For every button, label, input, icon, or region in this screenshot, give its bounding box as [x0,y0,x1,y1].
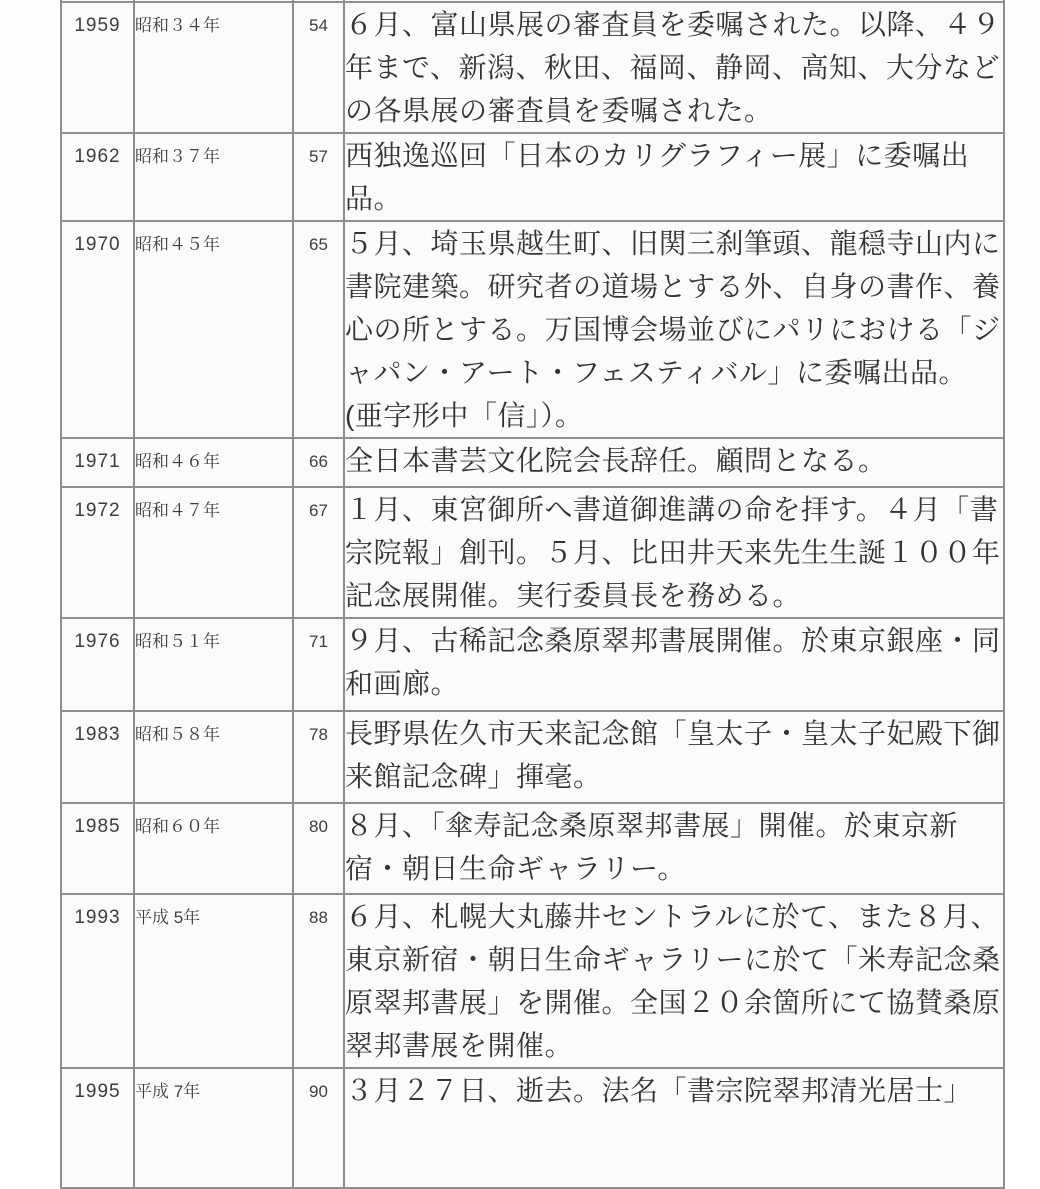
year-cell: 1972 [61,487,134,618]
chronology-table [60,0,1005,1189]
era-cell: 昭和３７年 [134,133,293,221]
year-cell: 1976 [61,618,134,711]
description-cell: 長野県佐久市天来記念館「皇太子・皇太子妃殿下御来館記念碑」揮毫。 [344,711,1004,803]
age-cell: 80 [293,803,344,894]
age-cell: 65 [293,221,344,438]
table-row [61,618,1004,711]
year-cell: 1983 [61,711,134,803]
year-cell: 1970 [61,221,134,438]
year-cell: 1993 [61,894,134,1068]
era-cell: 昭和５８年 [134,711,293,803]
description-cell: ５月、埼玉県越生町、旧関三刹筆頭、龍穏寺山内に書院建築。研究者の道場とする外、自身の書作、養心の所とする。万国博会場並びにパリにおける「ジャパン・アート・フェスティバル」に委嘱出品。(亜字形中「信」）。 [344,221,1004,438]
table-row [61,487,1004,618]
year-cell: 1971 [61,438,134,487]
description-cell: 西独逸巡回「日本のカリグラフィー展」に委嘱出品。 [344,133,1004,221]
year-cell: 1962 [61,133,134,221]
age-cell: 90 [293,1068,344,1188]
table-row [61,2,1004,133]
age-cell: 57 [293,133,344,221]
era-cell: 昭和４５年 [134,221,293,438]
year-cell: 1985 [61,803,134,894]
description-cell: ９月、古稀記念桑原翠邦書展開催。於東京銀座・同和画廊。 [344,618,1004,711]
age-cell: 54 [293,2,344,133]
description-cell: 全日本書芸文化院会長辞任。顧問となる。 [344,438,1004,487]
table-row [61,221,1004,438]
year-cell: 1959 [61,2,134,133]
era-cell: 昭和４７年 [134,487,293,618]
age-cell: 66 [293,438,344,487]
era-cell: 平成 5年 [134,894,293,1068]
age-cell: 88 [293,894,344,1068]
table-row [61,1068,1004,1188]
description-cell: ８月、「傘寿記念桑原翠邦書展」開催。於東京新宿・朝日生命ギャラリー。 [344,803,1004,894]
age-cell: 78 [293,711,344,803]
age-cell: 71 [293,618,344,711]
description-cell: ３月２７日、逝去。法名「書宗院翠邦清光居士」 [344,1068,1004,1188]
description-cell: ６月、富山県展の審査員を委嘱された。以降、４９年まで、新潟、秋田、福岡、静岡、高知、大分などの各県展の審査員を委嘱された。 [344,2,1004,133]
description-cell: １月、東宮御所へ書道御進講の命を拝す。４月「書宗院報」創刊。５月、比田井天来先生生誕１００年記念展開催。実行委員長を務める。 [344,487,1004,618]
era-cell: 昭和６０年 [134,803,293,894]
era-cell: 平成 7年 [134,1068,293,1188]
table-row [61,894,1004,1068]
table-row [61,438,1004,487]
table-row [61,133,1004,221]
description-cell: ６月、札幌大丸藤井セントラルに於て、また８月、東京新宿・朝日生命ギャラリーに於て「米寿記念桑原翠邦書展」を開催。全国２０余箇所にて協賛桑原翠邦書展を開催。 [344,894,1004,1068]
age-cell: 67 [293,487,344,618]
era-cell: 昭和３４年 [134,2,293,133]
era-cell: 昭和５１年 [134,618,293,711]
table-row [61,711,1004,803]
year-cell: 1995 [61,1068,134,1188]
table-row [61,803,1004,894]
era-cell: 昭和４６年 [134,438,293,487]
